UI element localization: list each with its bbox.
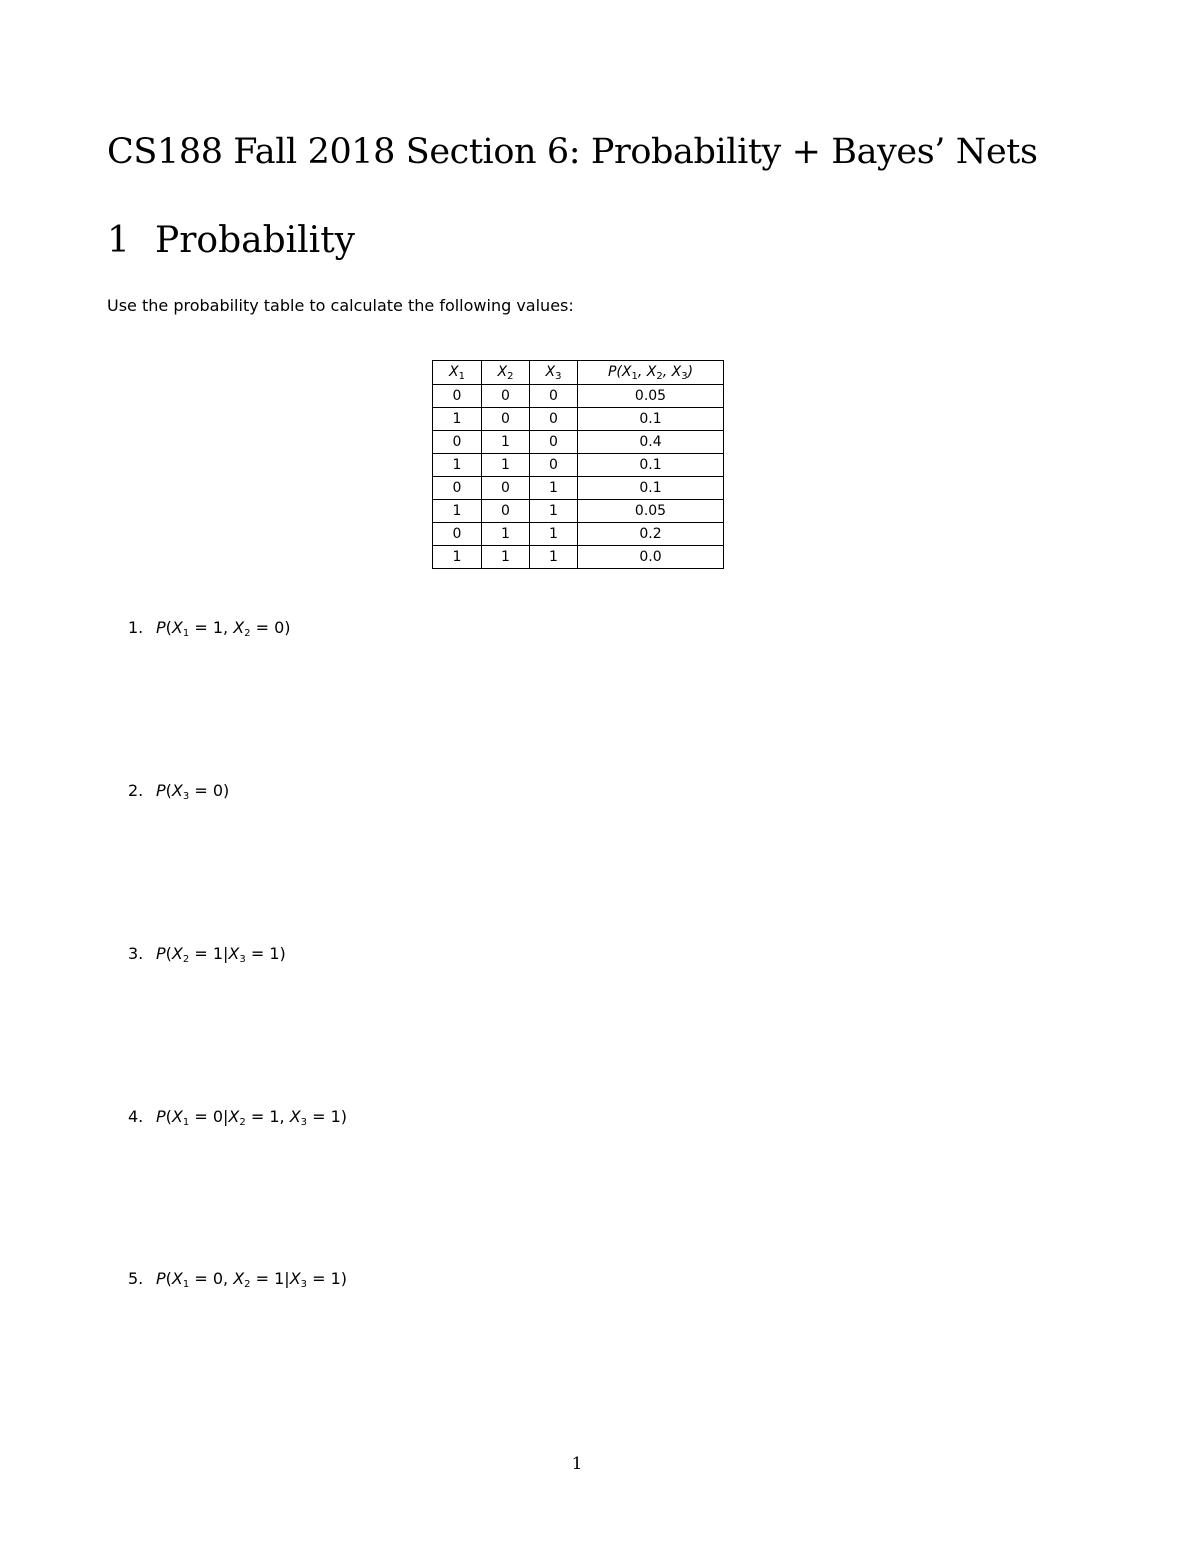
table-cell: 0 [530, 408, 578, 431]
table-cell: 0.1 [578, 408, 724, 431]
table-row [433, 385, 724, 408]
table-cell: 1 [530, 523, 578, 546]
table-cell: 1 [482, 454, 530, 477]
section-title: Probability [155, 220, 356, 261]
page-number: 1 [571, 1454, 583, 1474]
intro-text: Use the probability table to calculate the following values: [107, 296, 574, 315]
table-row [433, 523, 724, 546]
table-cell: 1 [530, 546, 578, 569]
question-2 [128, 781, 229, 802]
table-row [433, 477, 724, 500]
table-cell: 1 [530, 500, 578, 523]
table-row [433, 454, 724, 477]
table-cell: 0.1 [578, 454, 724, 477]
table-cell: 1 [433, 454, 482, 477]
question-number: 4. [128, 1107, 144, 1126]
table-header-row [433, 361, 724, 385]
question-number: 5. [128, 1269, 144, 1288]
table-cell: 0 [433, 385, 482, 408]
document-title: CS188 Fall 2018 Section 6: Probability + Bayes’ Nets [107, 132, 1038, 172]
section-heading [107, 220, 355, 261]
question-5 [128, 1269, 347, 1290]
question-1 [128, 618, 291, 639]
table-cell: 0 [433, 477, 482, 500]
question-expression: $P(X_3 = 0)$ [156, 781, 230, 802]
table-row [433, 431, 724, 454]
question-number: 1. [128, 618, 144, 637]
question-expression: $P(X_1 = 1$, $X_2 = 0$) [156, 618, 291, 639]
table-cell: 1 [482, 523, 530, 546]
table-cell: 0 [482, 408, 530, 431]
question-expression: $P(X_2 = 1|X_3 = 1)$ [156, 944, 286, 965]
table-cell: 1 [433, 408, 482, 431]
table-cell: 1 [482, 431, 530, 454]
question-number: 2. [128, 781, 144, 800]
section-number: 1 [107, 220, 130, 261]
question-expression: $P(X_1 = 0$, $X_2 = 1|X_3 = 1$) [156, 1269, 348, 1290]
table-cell: 0 [482, 385, 530, 408]
table-cell: 0 [482, 500, 530, 523]
table-cell: 0.05 [578, 500, 724, 523]
table-cell: 0 [433, 431, 482, 454]
header-joint-probability: $P(X_1$, $X_2$, $X_3$) [578, 361, 724, 385]
table-cell: 1 [482, 546, 530, 569]
table-cell: 0.2 [578, 523, 724, 546]
header-x3: $X_3$ [530, 361, 578, 385]
question-number: 3. [128, 944, 144, 963]
table-cell: 0.0 [578, 546, 724, 569]
table-cell: 0.1 [578, 477, 724, 500]
header-x1: $X_1$ [433, 361, 482, 385]
table-cell: 0 [530, 454, 578, 477]
table-cell: 0.4 [578, 431, 724, 454]
table-cell: 0 [433, 523, 482, 546]
table-cell: 0 [482, 477, 530, 500]
table-cell: 0.05 [578, 385, 724, 408]
table-cell: 0 [530, 431, 578, 454]
question-4 [128, 1107, 347, 1128]
table-row [433, 500, 724, 523]
table-row [433, 408, 724, 431]
table-cell: 1 [530, 477, 578, 500]
table-cell: 1 [433, 500, 482, 523]
question-3 [128, 944, 286, 965]
table-row [433, 546, 724, 569]
probability-table [432, 360, 724, 569]
table-cell: 1 [433, 546, 482, 569]
table-cell: 0 [530, 385, 578, 408]
header-x2: $X_2$ [482, 361, 530, 385]
question-expression: $P(X_1 = 0|X_2 = 1$, $X_3 = 1$) [156, 1107, 348, 1128]
